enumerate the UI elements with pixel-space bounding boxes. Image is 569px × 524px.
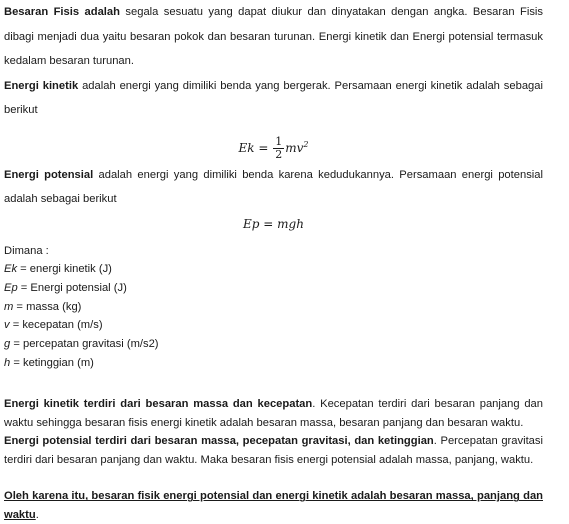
potential-bold: Energi potensial [4,168,94,181]
kinetic-composition-text: . Kecepatan terdiri dari besaran panjang dan waktu sehingga besaran fisis energi kinetik adalah besaran massa, besaran panjang dan besaran waktu. [4,398,543,429]
conclusion-paragraph [4,487,543,524]
kinetic-eq-rhs: mv [285,140,304,155]
definitions-list [4,242,543,373]
kinetic-composition-bold: Energi kinetik terdiri dari besaran massa dan kecepatan [4,398,313,411]
conclusion-text: . [35,508,39,521]
potential-text: adalah energi yang dimiliki benda karena kedudukannya. Persamaan energi potensial adalah sebagai berikut [4,168,543,205]
definition-text: = kecepatan (m/s) [9,319,103,332]
conclusion-bold: Oleh karena itu, besaran fisik energi potensial dan energi kinetik adalah besaran massa, panjang dan waktu [4,490,543,521]
definition-symbol: m [4,300,14,313]
definition-text: = energi kinetik (J) [17,263,112,276]
intro-text: segala sesuatu yang dapat diukur dan dinyatakan dengan angka. Besaran Fisis dibagi menjadi dua yaitu besaran pokok dan besaran turunan. Energi kinetik dan Energi potensial termasuk kedalam besaran turunan. [4,6,543,67]
definition-item [4,335,543,354]
definition-symbol: g [4,338,11,351]
potential-equation: Ep = mgh [243,216,304,231]
kinetic-bold: Energi kinetik [4,79,79,92]
kinetic-eq-exponent: 2 [303,139,309,149]
potential-paragraph [4,163,543,212]
definition-item [4,279,543,298]
definition-text: = massa (kg) [13,300,82,313]
definition-symbol: v [4,319,10,332]
kinetic-text: adalah energi yang dimiliki benda yang bergerak. Persamaan energi kinetik adalah sebagai berikut [4,79,543,116]
definition-item [4,298,543,317]
potential-composition-paragraph [4,432,543,469]
definition-symbol: h [4,356,11,369]
kinetic-composition-paragraph [4,395,543,432]
definition-item [4,316,543,335]
definition-symbol: Ep [4,281,18,294]
intro-bold: Besaran Fisis adalah [4,6,120,18]
intro-paragraph [4,0,543,74]
kinetic-equation [4,126,543,163]
kinetic-paragraph [4,74,543,123]
fraction-denominator: 2 [275,147,283,161]
definition-symbol: Ek [4,263,18,276]
definition-item [4,354,543,373]
dimana-label: Dimana : [4,244,49,257]
fraction-numerator: 1 [275,134,283,148]
definition-text: = percepatan gravitasi (m/s2) [10,338,159,351]
potential-composition-bold: Energi potensial terdiri dari besaran massa, pecepatan gravitasi, dan ketinggian [4,435,434,448]
kinetic-eq-lhs: Ek = [238,140,269,155]
document-body [4,0,543,524]
definition-text: = Energi potensial (J) [17,281,127,294]
kinetic-eq-fraction [273,136,284,161]
potential-composition-text: . Percepatan gravitasi terdiri dari besaran panjang dan waktu. Maka besaran fisis energi potensial adalah massa, panjang, waktu. [4,435,543,466]
definition-text: = ketinggian (m) [10,356,94,369]
definition-item [4,260,543,279]
